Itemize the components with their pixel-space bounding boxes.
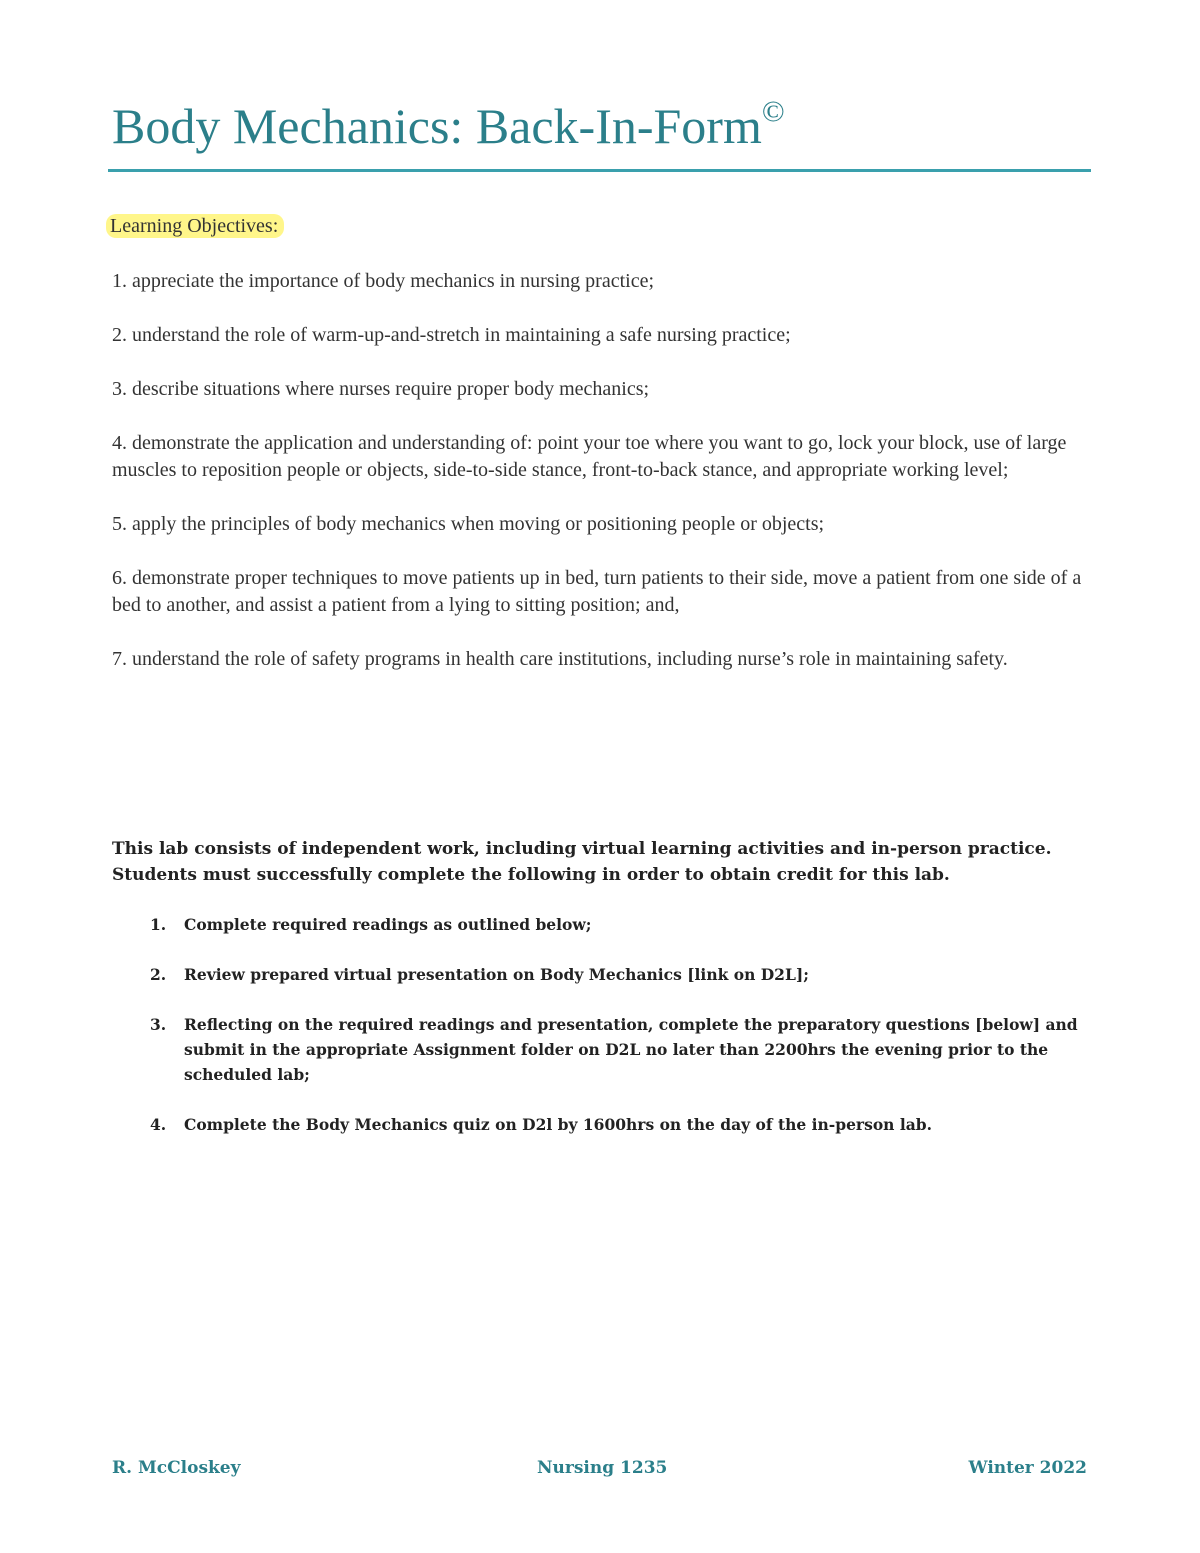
footer-course: Nursing 1235 [537, 1458, 668, 1478]
page-footer [112, 1458, 1087, 1484]
requirement-number: 3. [150, 1015, 167, 1034]
objective-item: 7. understand the role of safety programs in health care institutions, including nurse’s role in maintaining safety. [112, 648, 1008, 670]
objectives-heading [112, 212, 284, 240]
objective-item: 2. understand the role of warm-up-and-stretch in maintaining a safe nursing practice; [112, 324, 791, 346]
copyright-mark: © [761, 95, 785, 128]
requirement-text: Complete the Body Mechanics quiz on D2l by 1600hrs on the day of the in-person lab. [184, 1115, 932, 1134]
requirement-number: 2. [150, 965, 167, 984]
objective-item: 5. apply the principles of body mechanics when moving or positioning people or objects; [112, 513, 825, 535]
footer-author: R. McCloskey [112, 1458, 241, 1478]
requirements-list [112, 912, 1087, 1162]
objective-item: 6. demonstrate proper techniques to move patients up in bed, turn patients to their side, move a patient from one side of a bed to another, and assist a patient from a lying to sitting position; and, [112, 567, 1082, 616]
requirement-text: Reflecting on the required readings and presentation, complete the preparatory questions [below] and submit in the appropriate Assignment folder on D2L no later than 2200hrs the evening prior to the scheduled lab; [184, 1015, 1078, 1084]
title-divider [108, 169, 1091, 172]
lab-intro-paragraph: This lab consists of independent work, including virtual learning activities and in-person practice. Students must successfully complete the following in order to obtain credit for this lab. [112, 839, 1052, 885]
page-title-text: Body Mechanics: Back-In-Form [112, 98, 762, 154]
requirement-number: 1. [150, 915, 167, 934]
requirement-item [112, 1012, 1087, 1087]
objectives-list [112, 268, 1087, 700]
objective-item: 1. appreciate the importance of body mechanics in nursing practice; [112, 270, 655, 292]
requirement-item [112, 962, 1087, 987]
footer-term: Winter 2022 [968, 1458, 1087, 1478]
objective-item: 3. describe situations where nurses require proper body mechanics; [112, 378, 650, 400]
requirement-text: Complete required readings as outlined below; [184, 915, 592, 934]
objectives-heading-highlight: Learning Objectives: [106, 214, 284, 238]
requirement-text: Review prepared virtual presentation on Body Mechanics [link on D2L]; [184, 965, 809, 984]
requirement-item [112, 912, 1087, 937]
requirement-number: 4. [150, 1115, 167, 1134]
page-title [112, 96, 785, 156]
objective-item: 4. demonstrate the application and understanding of: point your toe where you want to go, lock your block, use of large muscles to reposition people or objects, side-to-side stance, front-to-back stance, and appropriate working level; [112, 432, 1067, 481]
requirement-item [112, 1112, 1087, 1137]
